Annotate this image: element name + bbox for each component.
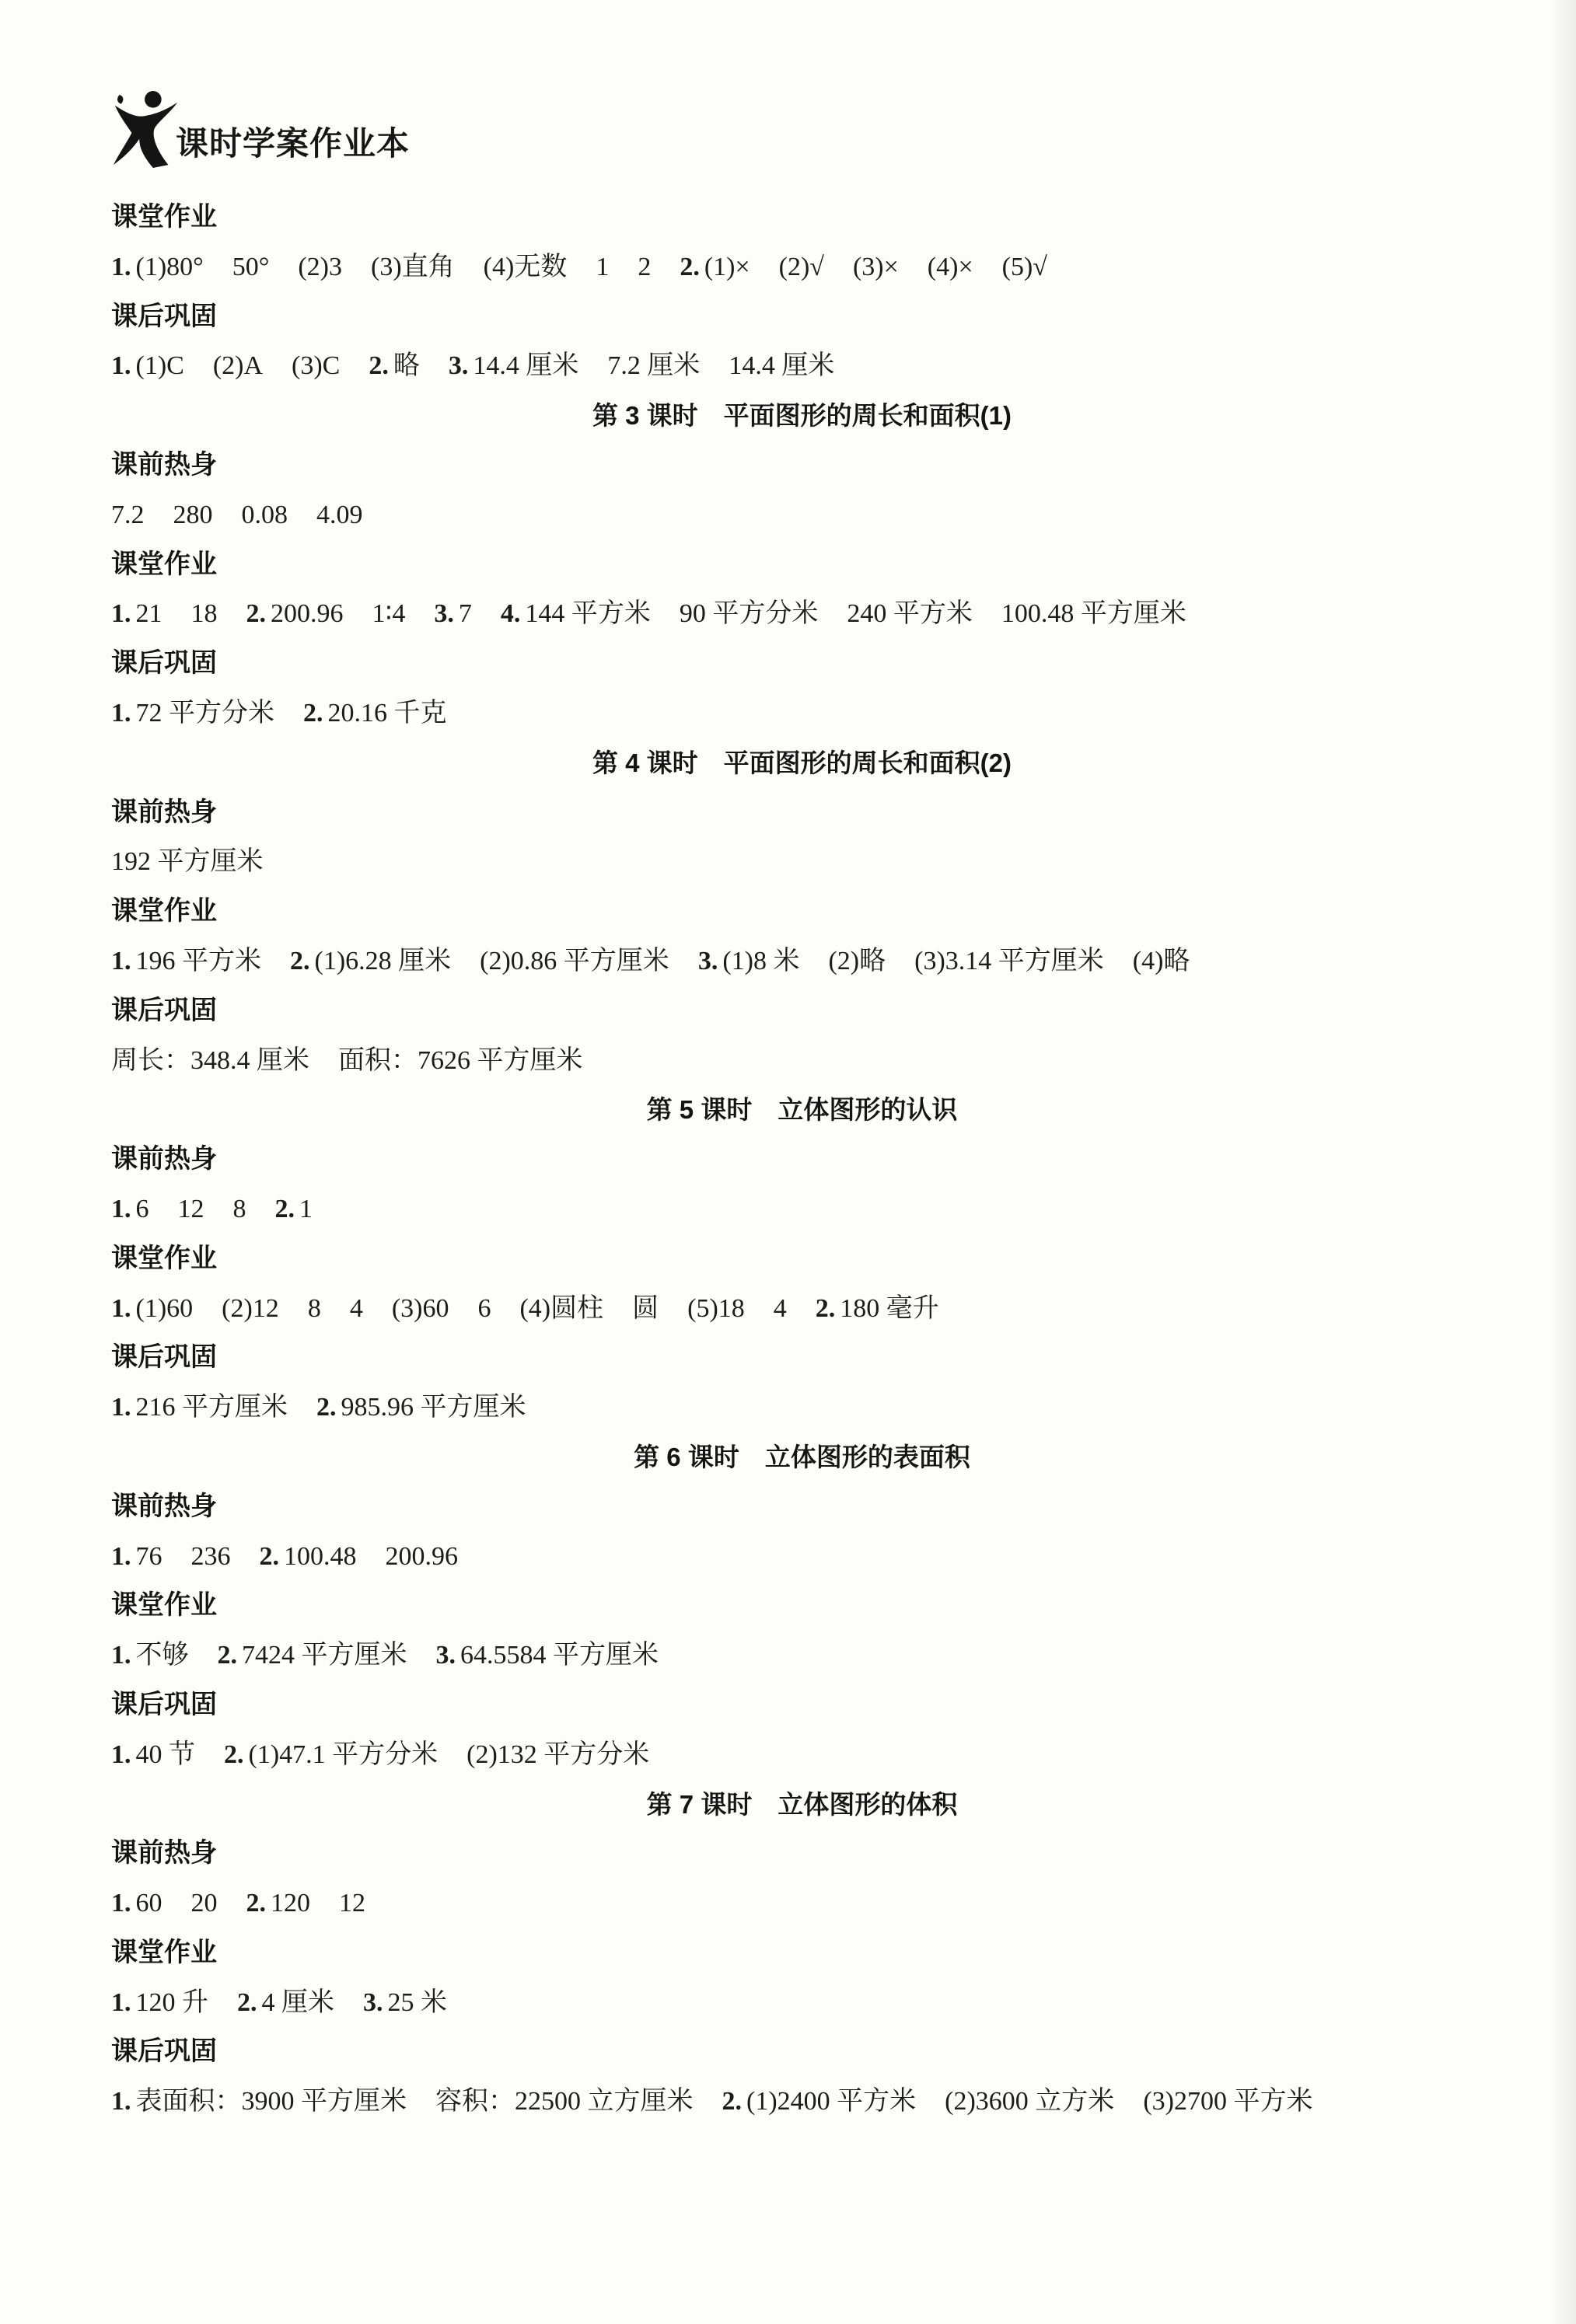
- answer-item: [111, 699, 274, 728]
- answer-value: (3)C: [292, 351, 341, 381]
- answer-value: 76: [135, 1541, 162, 1571]
- answer-line: [111, 1036, 1493, 1086]
- lesson-number: 第 3 课时: [592, 401, 698, 431]
- block-heading: 课堂作业: [111, 202, 217, 232]
- answer-line: [111, 1185, 1493, 1234]
- item-number: 2.: [290, 946, 310, 975]
- answer-item: [436, 1641, 659, 1670]
- answer-value: (4)无数: [483, 252, 568, 281]
- answer-item: [111, 1889, 218, 1917]
- answer-line: [111, 1532, 1493, 1582]
- answer-value: 周长：348.4 厘米: [111, 1045, 309, 1075]
- block-heading: 课堂作业: [111, 1243, 217, 1273]
- answer-value: 144 平方米: [525, 599, 651, 629]
- lesson-title: [111, 1085, 1493, 1135]
- item-number: 2.: [246, 599, 266, 629]
- item-number: 2.: [237, 1987, 257, 2017]
- block-heading: 课后巩固: [111, 1689, 217, 1719]
- lesson-name: 立体图形的认识: [778, 1095, 958, 1125]
- answer-value: 236: [190, 1541, 231, 1571]
- lesson-section: [111, 1085, 1493, 1432]
- block-heading: 课后巩固: [111, 648, 217, 679]
- item-number: 1.: [111, 1740, 131, 1769]
- answer-line: [111, 589, 1493, 639]
- item-number: 1.: [111, 599, 131, 629]
- answer-item: [111, 1988, 208, 2017]
- answer-value: 120: [271, 1889, 310, 1918]
- answer-item: [111, 947, 261, 975]
- lesson-title: [111, 1432, 1493, 1482]
- item-number: 2.: [246, 1889, 266, 1918]
- answer-value: (1)2400 平方米: [746, 2087, 917, 2116]
- answer-item: [501, 599, 1186, 628]
- answer-item: [369, 351, 420, 380]
- block-heading: 课前热身: [111, 1491, 217, 1521]
- answer-item: [698, 947, 1190, 975]
- answer-item: [816, 1294, 939, 1323]
- answer-value: (3)×: [852, 252, 899, 281]
- item-number: 3.: [435, 1641, 456, 1670]
- lesson-number: 第 5 课时: [646, 1095, 753, 1125]
- item-number: 2.: [369, 351, 389, 381]
- answer-value: 20: [190, 1889, 218, 1918]
- block-heading: 课后巩固: [111, 1342, 217, 1373]
- answer-line: [111, 243, 1493, 292]
- item-number: 3.: [363, 1987, 383, 2017]
- item-number: 2.: [680, 252, 700, 281]
- answer-item: [260, 1542, 459, 1571]
- item-number: 3.: [434, 599, 454, 629]
- answer-value: 200.96: [385, 1541, 458, 1571]
- answer-value: (5)√: [1001, 252, 1047, 281]
- answer-item: [111, 351, 340, 380]
- lesson-name: 平面图形的周长和面积(2): [723, 748, 1012, 777]
- answer-item: [111, 1740, 195, 1769]
- answer-item: [290, 947, 669, 975]
- answer-value: 200.96: [271, 599, 344, 629]
- item-number: 1.: [111, 1641, 131, 1670]
- answer-value: (1)80°: [135, 252, 204, 281]
- item-number: 1.: [111, 1293, 131, 1323]
- answer-item: [449, 351, 835, 380]
- answer-line: [111, 1978, 1493, 2028]
- answer-value: 容积：22500 立方厘米: [435, 2087, 694, 2116]
- lesson-number: 第 4 课时: [592, 748, 698, 777]
- answer-value: 0.08: [241, 500, 288, 529]
- answer-value: (3)3.14 平方厘米: [914, 946, 1104, 975]
- answer-value: 18: [190, 599, 218, 629]
- answer-item: [111, 1641, 189, 1670]
- lesson-section: [111, 1432, 1493, 1780]
- answer-value: (2)√: [778, 252, 824, 281]
- block-heading: 课堂作业: [111, 549, 217, 579]
- item-number: 1.: [111, 1987, 131, 2017]
- answer-item: [111, 501, 363, 529]
- lesson-title: [111, 1780, 1493, 1830]
- answer-value: 40 节: [135, 1740, 195, 1769]
- answer-value: 4 厘米: [261, 1987, 334, 2017]
- answer-value: 14.4 厘米: [473, 351, 579, 381]
- answer-value: 4: [773, 1293, 787, 1323]
- answer-value: 12: [339, 1889, 365, 1918]
- answer-value: 192 平方厘米: [111, 847, 264, 877]
- item-number: 1.: [111, 1194, 131, 1223]
- item-number: 2.: [815, 1293, 836, 1323]
- block-heading: 课后巩固: [111, 995, 217, 1025]
- item-number: 1.: [111, 946, 131, 975]
- lesson-section: [111, 391, 1493, 738]
- item-number: 1.: [111, 1889, 131, 1918]
- block-heading: 课前热身: [111, 1144, 217, 1174]
- answer-value: 196 平方米: [135, 946, 261, 975]
- answer-value: 1: [299, 1194, 313, 1223]
- answer-item: [111, 847, 264, 876]
- lesson-title: [111, 738, 1493, 788]
- answer-item: [237, 1988, 334, 2017]
- item-number: 2.: [274, 1194, 295, 1223]
- lesson-section: [111, 738, 1493, 1086]
- answer-value: 7: [458, 599, 472, 629]
- answer-item: [722, 2087, 1313, 2116]
- answer-value: (4)×: [927, 252, 973, 281]
- item-number: 1.: [111, 351, 131, 381]
- item-number: 4.: [500, 599, 521, 629]
- answer-item: [680, 253, 1047, 281]
- book-title: 课时学案作业本: [176, 125, 411, 162]
- item-number: 2.: [722, 2087, 742, 2116]
- answer-value: (5)18: [687, 1293, 745, 1323]
- answer-line: [111, 689, 1493, 738]
- answer-value: 不够: [135, 1641, 189, 1670]
- answer-value: 25 米: [387, 1987, 447, 2017]
- item-number: 1.: [111, 1393, 131, 1422]
- answer-item: [111, 1294, 787, 1323]
- answer-line: [111, 1631, 1493, 1680]
- item-number: 1.: [111, 252, 131, 281]
- page-edge-shadow: [1550, 0, 1576, 2324]
- answer-item: [275, 1195, 313, 1223]
- answer-line: [111, 1879, 1493, 1928]
- answer-item: [246, 599, 406, 628]
- answer-value: 280: [173, 500, 213, 529]
- page-header: [109, 87, 410, 174]
- answer-line: [111, 490, 1493, 540]
- answer-value: (1)6.28 厘米: [314, 946, 452, 975]
- answer-value: (1)60: [135, 1293, 194, 1323]
- item-number: 2.: [316, 1393, 337, 1422]
- answer-item: [111, 2087, 694, 2116]
- answer-value: (2)3600 立方米: [945, 2087, 1115, 2116]
- answer-value: 90 平方分米: [679, 599, 819, 629]
- answer-value: (3)60: [391, 1293, 449, 1323]
- answer-item: [246, 1889, 366, 1917]
- answer-value: (2)A: [212, 351, 264, 381]
- answer-value: 985.96 平方厘米: [341, 1393, 526, 1422]
- answer-value: 100.48 平方厘米: [1001, 599, 1186, 629]
- answer-value: 6: [135, 1194, 149, 1223]
- lesson-section: [111, 1780, 1493, 2127]
- answer-value: (4)略: [1132, 946, 1190, 975]
- answer-value: 7.2: [111, 500, 145, 529]
- answer-value: 2: [638, 252, 652, 281]
- answer-value: 216 平方厘米: [135, 1393, 288, 1422]
- answer-value: (2)略: [828, 946, 886, 975]
- answer-value: 14.4 厘米: [729, 351, 835, 381]
- block-heading: 课堂作业: [111, 1937, 217, 1967]
- item-number: 1.: [111, 1541, 131, 1571]
- answer-line: [111, 2077, 1493, 2127]
- answer-item: [111, 599, 218, 628]
- item-number: 3.: [448, 351, 469, 381]
- answer-value: 8: [307, 1293, 321, 1323]
- answer-value: (2)0.86 平方厘米: [480, 946, 669, 975]
- item-number: 3.: [697, 946, 718, 975]
- lesson-section: [111, 193, 1493, 391]
- answer-value: (4)圆柱: [519, 1293, 604, 1323]
- answer-item: [111, 1195, 246, 1223]
- block-heading: 课前热身: [111, 449, 217, 480]
- block-heading: 课堂作业: [111, 1590, 217, 1621]
- answer-value: 略: [393, 351, 420, 381]
- answer-value: 240 平方米: [847, 599, 973, 629]
- lesson-name: 立体图形的体积: [778, 1789, 958, 1819]
- item-number: 2.: [259, 1541, 279, 1571]
- answer-line: [111, 1383, 1493, 1432]
- lesson-name: 平面图形的周长和面积(1): [723, 401, 1012, 431]
- answer-value: 7.2 厘米: [607, 351, 701, 381]
- answer-line: [111, 1730, 1493, 1780]
- answer-value: (2)132 平方分米: [467, 1740, 650, 1769]
- answer-value: 圆: [632, 1293, 659, 1323]
- answer-content: [111, 193, 1493, 2127]
- answer-value: 面积：7626 平方厘米: [338, 1045, 583, 1075]
- answer-value: 180 毫升: [840, 1293, 939, 1323]
- answer-line: [111, 937, 1493, 986]
- lesson-name: 立体图形的表面积: [764, 1442, 970, 1471]
- answer-value: (2)3: [298, 252, 343, 281]
- lesson-number: 第 7 课时: [646, 1789, 753, 1819]
- answer-item: [111, 1542, 231, 1571]
- answer-value: 100.48: [284, 1541, 357, 1571]
- answer-item: [363, 1988, 447, 2017]
- answer-value: 4.09: [316, 500, 363, 529]
- answer-item: [111, 1046, 583, 1075]
- answer-line: [111, 341, 1493, 391]
- answer-value: (3)2700 平方米: [1143, 2087, 1313, 2116]
- item-number: 2.: [217, 1641, 237, 1670]
- answer-value: (1)×: [704, 252, 750, 281]
- answer-value: 1∶4: [372, 599, 406, 629]
- answer-value: 6: [477, 1293, 491, 1323]
- item-number: 2.: [224, 1740, 244, 1769]
- item-number: 1.: [111, 698, 131, 728]
- answer-value: (2)12: [222, 1293, 279, 1323]
- answer-item: [218, 1641, 407, 1670]
- answer-value: 72 平方分米: [135, 698, 274, 728]
- answer-line: [111, 837, 1493, 887]
- lesson-number: 第 6 课时: [634, 1442, 739, 1471]
- answer-value: 120 升: [135, 1987, 208, 2017]
- answer-item: [111, 1393, 288, 1422]
- running-figure-logo-icon: [109, 88, 185, 173]
- answer-value: 64.5584 平方厘米: [460, 1641, 659, 1670]
- answer-value: 60: [135, 1889, 162, 1918]
- answer-item: [224, 1740, 649, 1769]
- block-heading: 课后巩固: [111, 2036, 217, 2067]
- answer-item: [434, 599, 472, 628]
- answer-value: 50°: [232, 252, 270, 281]
- answer-value: 8: [232, 1194, 246, 1223]
- answer-value: 1: [596, 252, 610, 281]
- answer-value: 4: [349, 1293, 363, 1323]
- answer-value: 21: [135, 599, 162, 629]
- answer-value: (1)47.1 平方分米: [248, 1740, 439, 1769]
- answer-item: [316, 1393, 526, 1422]
- item-number: 2.: [303, 698, 323, 728]
- answer-value: (3)直角: [371, 252, 455, 281]
- answer-item: [303, 699, 447, 728]
- answer-value: 12: [177, 1194, 204, 1223]
- item-number: 1.: [111, 2087, 131, 2116]
- block-heading: 课后巩固: [111, 301, 217, 331]
- answer-value: (1)C: [135, 351, 184, 381]
- answer-value: 20.16 千克: [327, 698, 447, 728]
- answer-item: [111, 253, 651, 281]
- answer-value: 表面积：3900 平方厘米: [135, 2087, 407, 2116]
- answer-line: [111, 1284, 1493, 1334]
- block-heading: 课堂作业: [111, 896, 217, 926]
- block-heading: 课前热身: [111, 1838, 217, 1869]
- block-heading: 课前热身: [111, 797, 217, 827]
- answer-value: 7424 平方厘米: [242, 1641, 407, 1670]
- answer-value: (1)8 米: [722, 946, 800, 975]
- lesson-title: [111, 391, 1493, 441]
